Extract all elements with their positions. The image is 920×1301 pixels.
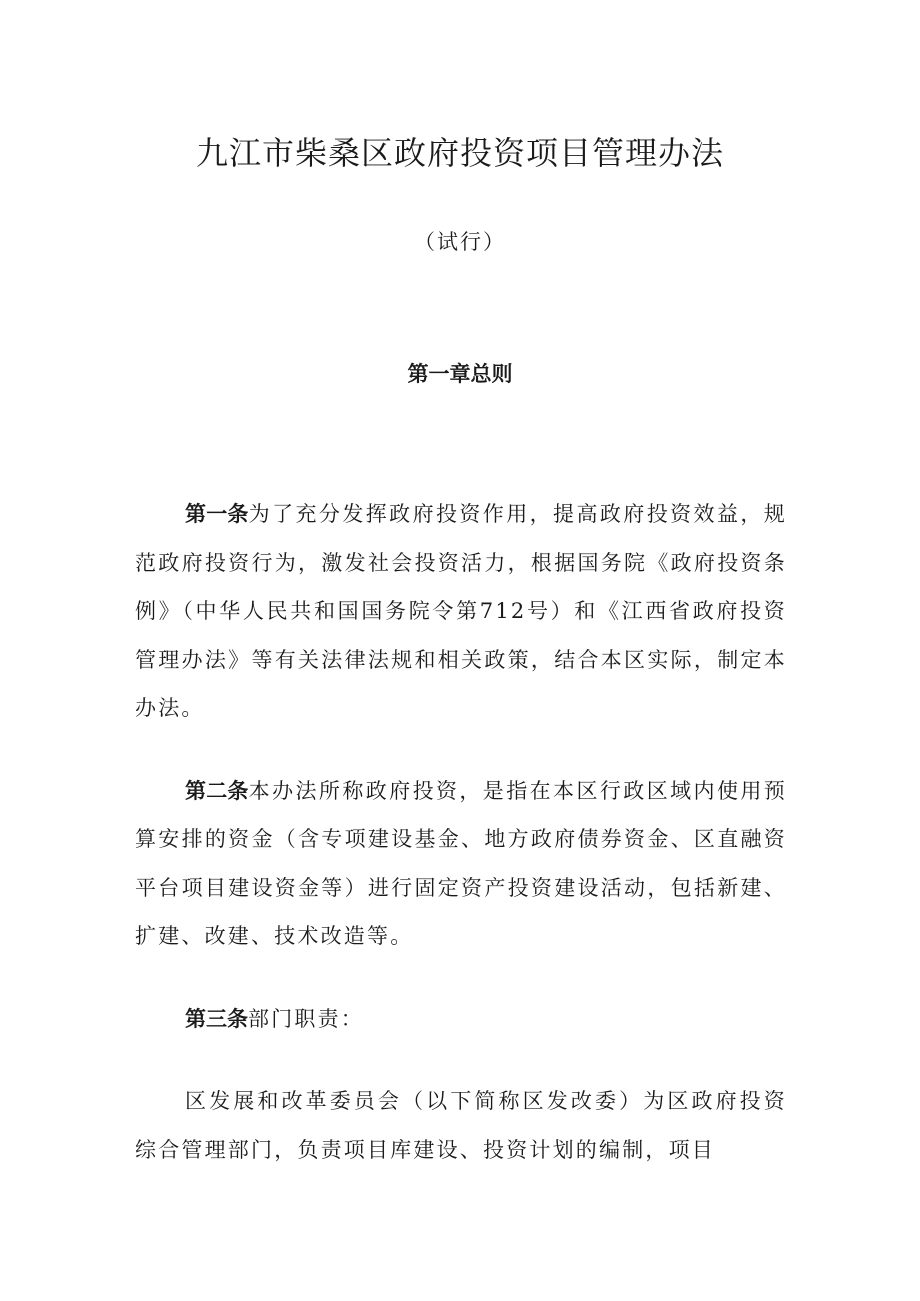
article-3: [135, 995, 787, 1044]
article-2-text: 本办法所称政府投资，是指在本区行政区域内使用预算安排的资金（含专项建设基金、地方政府债券资金、区直融资平台项目建设资金等）进行固定资产投资建设活动，包括新建、扩建、改建、技术改造等。: [135, 778, 787, 948]
article-2-label: 第二条: [185, 778, 249, 803]
article-3-text: 部门职责：: [248, 1006, 364, 1031]
chapter-heading: 第一章总则: [407, 362, 513, 386]
article-1-text: 为了充分发挥政府投资作用，提高政府投资效益，规范政府投资行为，激发社会投资活力，根据国务院《政府投资条例》（中华人民共和国国务院令第712号）和《江西省政府投资管理办法》等有关法律法规和相关政策，结合本区实际，制定本办法。: [135, 502, 787, 720]
article-3-label: 第三条: [185, 1006, 248, 1031]
paragraph-1: [135, 1077, 787, 1174]
article-2: [135, 767, 787, 961]
paragraph-1-text: 区发展和改革委员会（以下简称区发改委）为区政府投资综合管理部门，负责项目库建设、投资计划的编制，项目: [135, 1089, 787, 1162]
document-subtitle: （试行）: [414, 230, 506, 254]
document-title: 九江市柴桑区政府投资项目管理办法: [195, 134, 724, 172]
document-body: [135, 490, 787, 1208]
article-1: [135, 490, 787, 733]
article-1-label: 第一条: [185, 502, 249, 526]
